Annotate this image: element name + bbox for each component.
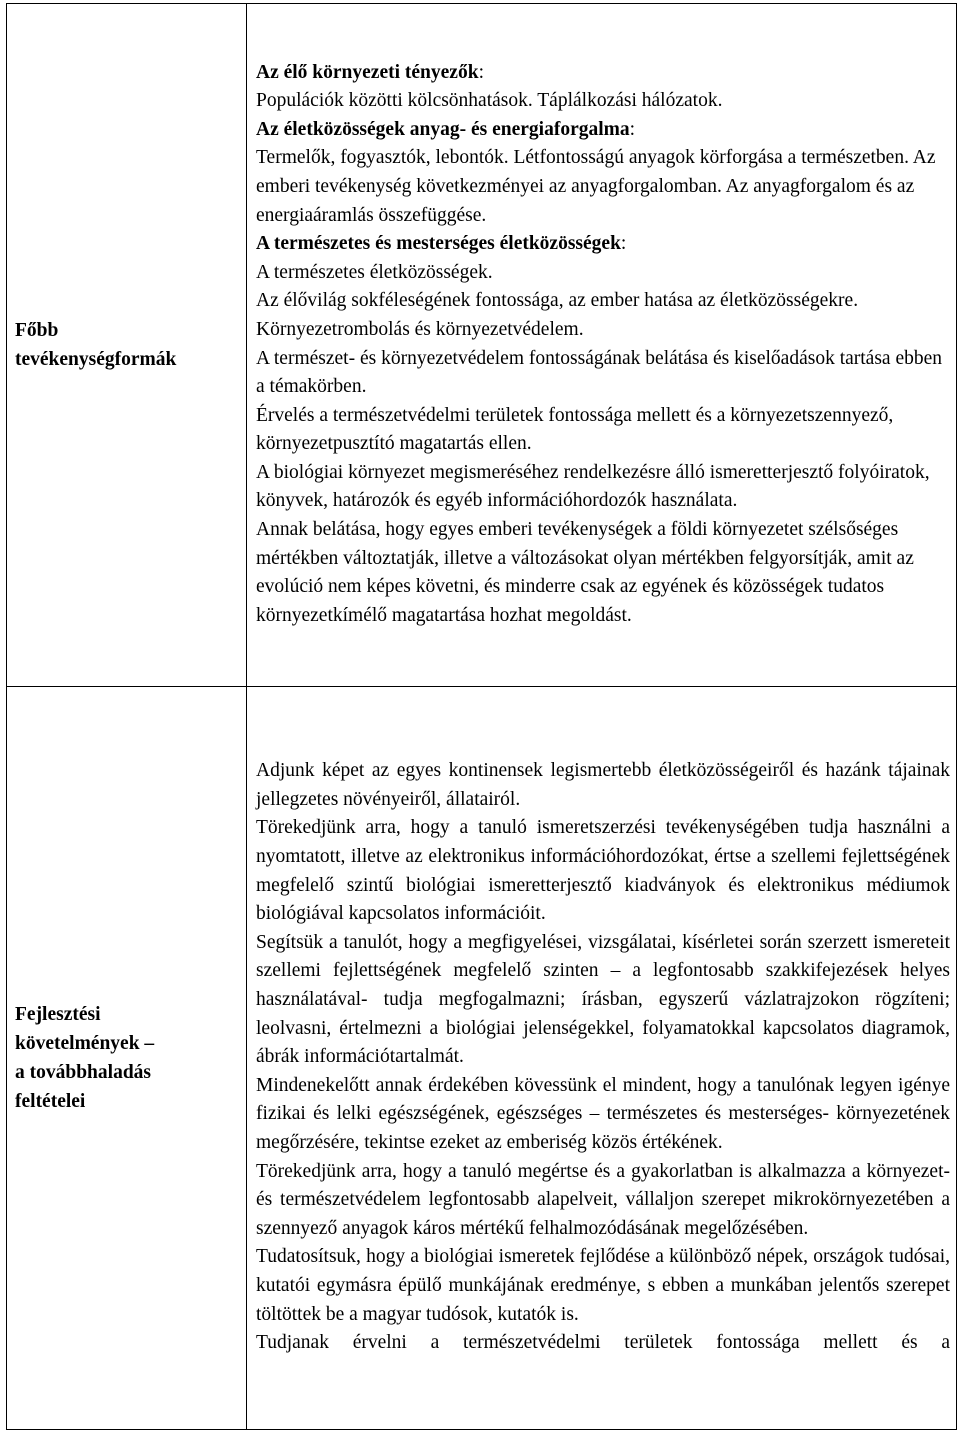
requirement-paragraph: Mindenekelőtt annak érdekében kövessünk el mindent, hogy a tanulónak legyen igénye fizikai és lelki egészségének, egészséges – természetes és mesterséges- környezetének megőrzésére, tekintse ezeket az emberiség közös értékének. [256,1074,950,1153]
row-content-cell [247,4,957,687]
row-label-line: követelmények – [15,1033,155,1054]
topic-heading: Az életközösségek anyag- és energiaforgalma: [256,118,636,140]
table-row-activities [7,4,957,687]
curriculum-table [6,3,957,1430]
topic-heading: A természetes és mesterséges életközösségek: [256,233,627,255]
requirement-paragraph: Törekedjünk arra, hogy a tanuló ismeretszerzési tevékenységében tudja használni a nyomtatott, illetve az elektronikus információhordozókat, értse a szellemi fejlettségének megfelelő szintű biológiai ismeretterjesztő kiadványok és elektronikus médiumok biológiával kapcsolatos információit. [256,817,950,925]
requirement-paragraph: Tudatosítsuk, hogy a biológiai ismeretek fejlődése a különböző népek, országok tudósai, kutatói egymásra épülő munkájának eredménye, s ebben a munkában jelentős szerepet töltöttek be a magyar tudósok, kutatók is. [256,1246,950,1325]
topic-heading-text: Az élő környezeti tényezők [256,61,479,83]
topic-text: Annak belátása, hogy egyes emberi tevékenységek a földi környezetet szélsőséges mértékben változtatják, illetve a változásokat olyan mértékben felgyorsítják, amit az evolúció nem képes követni, és minderre csak az egyének és közösségek tudatos környezetkímélő magatartása hozhat megoldást. [256,519,914,626]
row-label-cell [7,687,247,1430]
topic-text: A természet- és környezetvédelem fontosságának belátása és kiselőadások tartása ebben a témakörben. [256,347,943,398]
topic-text: Populációk közötti kölcsönhatások. Táplálkozási hálózatok. [256,90,723,112]
topic-text: Termelők, fogyasztók, lebontók. Létfontosságú anyagok körforgása a természetben. Az emberi tevékenység következményei az anyagforgalomban. Az anyagforgalom és az energiaáramlás összefüggése. [256,147,936,226]
requirement-paragraph: Törekedjünk arra, hogy a tanuló megértse és a gyakorlatban is alkalmazza a környezet- és természetvédelem legfontosabb alapelveit, vállaljon szerepet mikrokörnyezetében a szennyező anyagok káros mértékű felhalmozódásának megelőzésében. [256,1160,950,1239]
row-label-cell [7,4,247,687]
table-row-requirements [7,687,957,1430]
requirement-paragraph: Segítsük a tanulót, hogy a megfigyelései, vizsgálatai, kísérletei során szerzett ismereteit szellemi fejlettségének megfelelő szinten – a legfontosabb szakkifejezések helyes használatával- tudja megfogalmazni; írásban, egyszerű vázlatrajzokon rögzíteni; leolvasni, értelmezni a biológiai jelenségekkel, folyamatokkal kapcsolatos diagramok, ábrák információtartalmát. [256,931,950,1068]
row-label-line: tevékenységformák [15,349,177,370]
topic-heading-text: A természetes és mesterséges életközösségek [256,233,621,255]
topic-text: Az élővilág sokféleségének fontossága, az ember hatása az életközösségekre. [256,290,859,312]
row-label-line: a továbbhaladás [15,1062,152,1083]
row-content-cell [247,687,957,1430]
topic-text: Érvelés a természetvédelmi területek fontossága mellett és a környezetszennyező, környezetpusztító magatartás ellen. [256,404,894,455]
requirement-paragraph: Adjunk képet az egyes kontinensek legismertebb életközösségeiről és hazánk tájainak jellegzetes növényeiről, állatairól. [256,760,950,810]
topic-text: A biológiai környezet megismeréséhez rendelkezésre álló ismeretterjesztő folyóiratok, könyvek, határozók és egyéb információhordozók használata. [256,461,930,512]
requirement-paragraph: Tudjanak érvelni a természetvédelmi területek fontossága mellett és a [256,1332,950,1354]
row-label-line: feltételei [15,1091,86,1112]
row-label-line: Főbb [15,320,59,341]
row-label-line: Fejlesztési [15,1004,101,1025]
topic-heading-text: Az életközösségek anyag- és energiaforgalma [256,118,630,140]
topic-heading: Az élő környezeti tényezők: [256,61,484,83]
topic-text: Környezetrombolás és környezetvédelem. [256,318,584,340]
topic-text: A természetes életközösségek. [256,261,493,283]
